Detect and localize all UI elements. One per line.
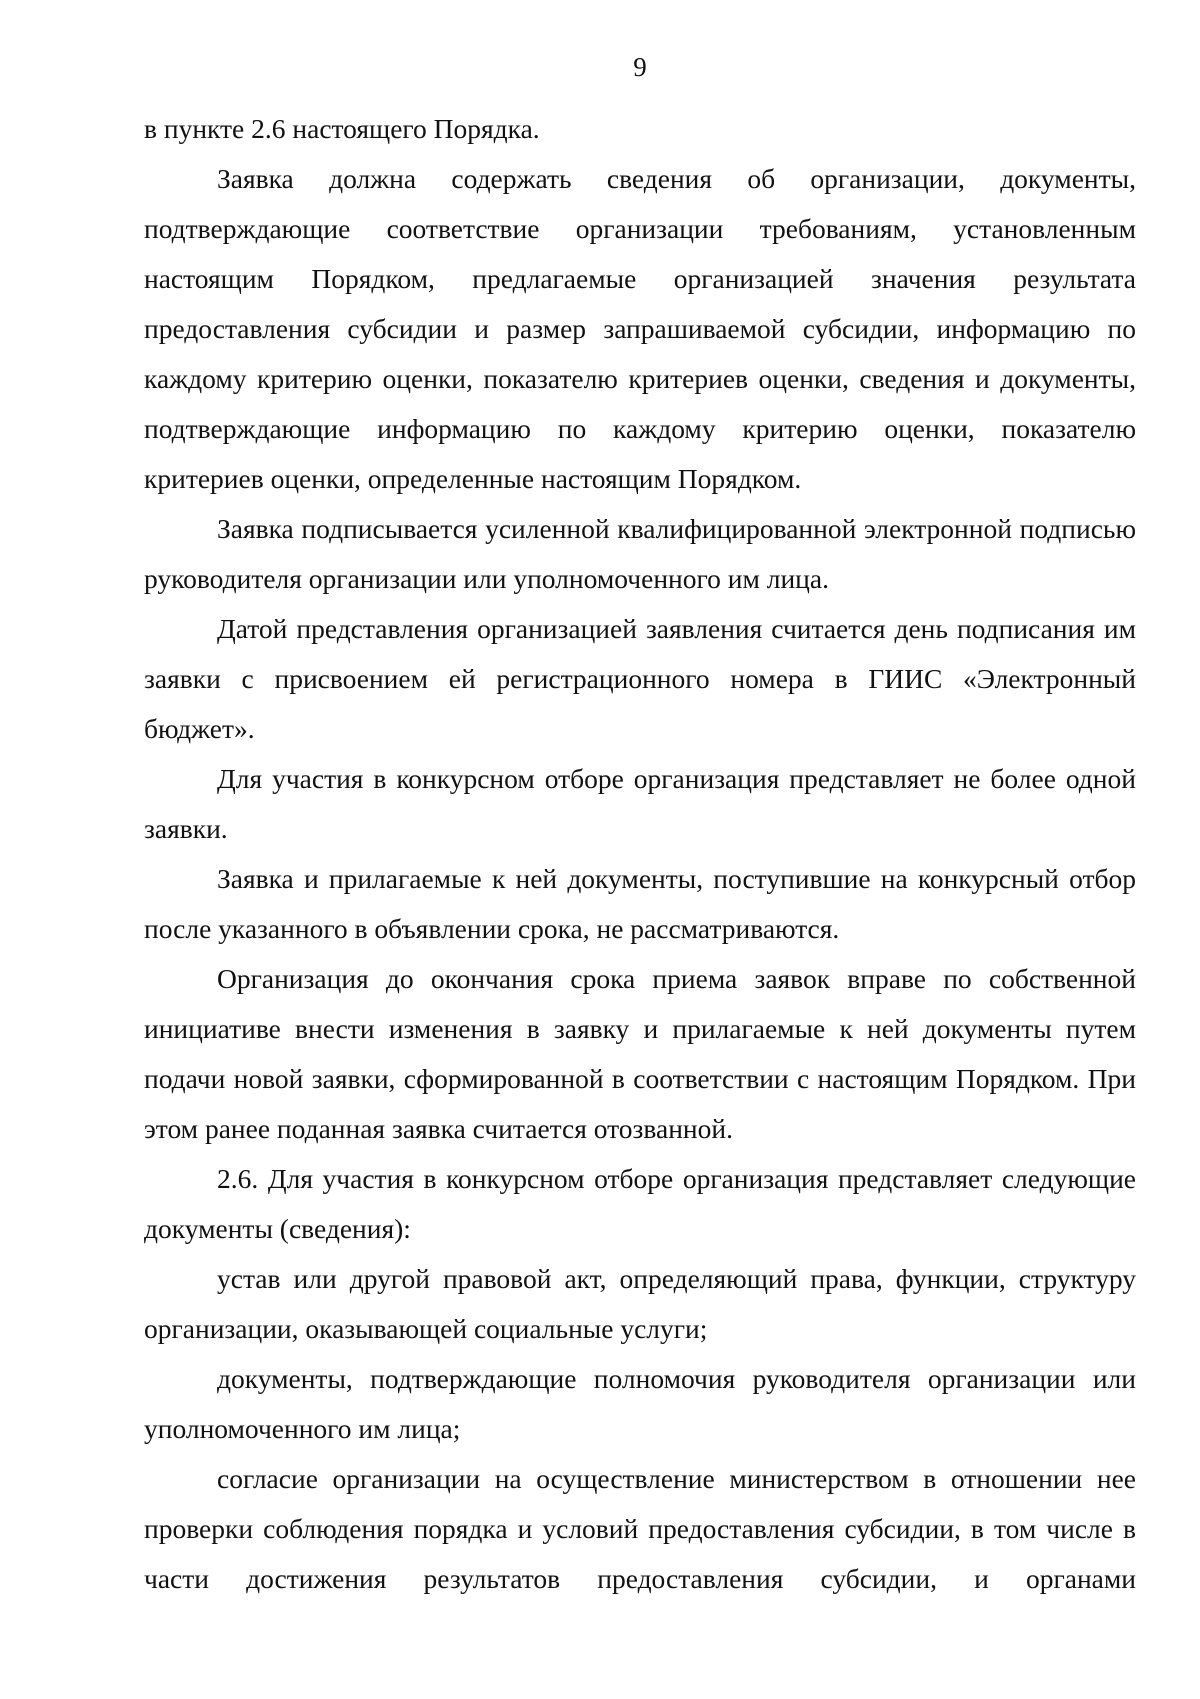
paragraph-5: Для участия в конкурсном отборе организация представляет не более одной заявки. [144,763,1136,844]
paragraph-6: Заявка и прилагаемые к ней документы, поступившие на конкурсный отбор после указанного в объявлении срока, не рассматриваются. [144,863,1136,944]
page-number: 9 [633,52,647,82]
paragraph-3: Заявка подписывается усиленной квалифицированной электронной подписью руководителя организации или уполномоченного им лица. [144,513,1136,594]
paragraph-4: Датой представления организацией заявления считается день подписания им заявки с присвоением ей регистрационного номера в ГИИС «Электронный бюджет». [144,613,1136,744]
paragraph-11: согласие организации на осуществление министерством в отношении нее проверки соблюдения порядка и условий предоставления субсидии, в том числе в части достижения результатов предоставления субсидии, и органами [144,1463,1136,1594]
paragraph-8: 2.6. Для участия в конкурсном отборе организация представляет следующие документы (сведения): [144,1163,1136,1244]
document-body [144,104,1136,1604]
paragraph-9: устав или другой правовой акт, определяющий права, функции, структуру организации, оказывающей социальные услуги; [144,1263,1136,1344]
paragraph-1: в пункте 2.6 настоящего Порядка. [144,113,540,144]
paragraph-7: Организация до окончания срока приема заявок вправе по собственной инициативе внести изменения в заявку и прилагаемые к ней документы путем подачи новой заявки, сформированной в соответствии с настоящим Порядком. При этом ранее поданная заявка считается отозванной. [144,963,1136,1144]
paragraph-2: Заявка должна содержать сведения об организации, документы, подтверждающие соответствие организации требованиям, установленным настоящим Порядком, предлагаемые организацией значения результата предоставления субсидии и размер запрашиваемой субсидии, информацию по каждому критерию оценки, показателю критериев оценки, сведения и документы, подтверждающие информацию по каждому критерию оценки, показателю критериев оценки, определенные настоящим Порядком. [144,163,1136,494]
paragraph-10: документы, подтверждающие полномочия руководителя организации или уполномоченного им лица; [144,1363,1136,1444]
